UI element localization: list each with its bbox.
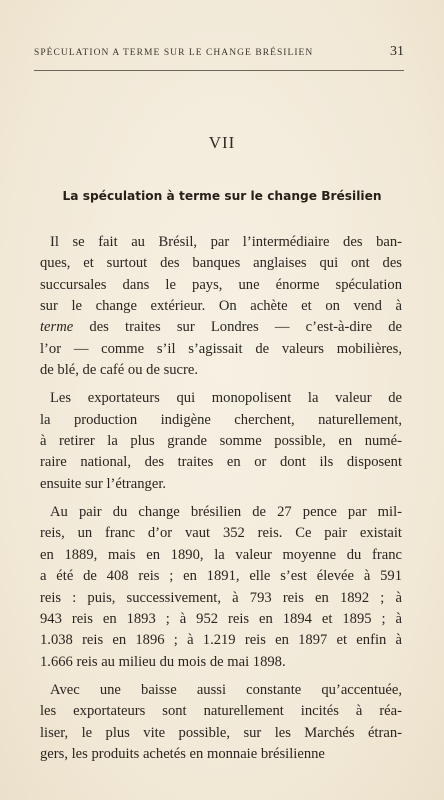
text-line: reis, un franc d’or vaut 352 reis. Ce pair existait — [40, 525, 402, 542]
paragraph — [40, 680, 402, 765]
page-number: 31 — [390, 44, 404, 59]
text-line: ques, et surtout des banques anglaises qui ont des — [40, 255, 402, 272]
text-line: raire national, des traites en or dont ils disposent — [40, 454, 402, 471]
text-line: la production indigène cherchent, naturellement, — [40, 411, 402, 428]
body-text — [40, 232, 402, 772]
text-line: les exportateurs sont naturellement incités à réa- — [40, 703, 402, 720]
running-title: SPÉCULATION A TERME SUR LE CHANGE BRÉSILIEN — [34, 48, 314, 58]
text-line: ensuite sur l’étranger. — [40, 475, 167, 492]
paragraph — [40, 232, 402, 381]
paragraph — [40, 388, 402, 495]
text-line: terme des traites sur Londres — c’est-à-dire de — [40, 319, 402, 336]
text-line: a été de 408 reis ; en 1891, elle s’est élevée à 591 — [40, 568, 402, 585]
text-line: en 1889, mais en 1890, la valeur moyenne du franc — [40, 546, 402, 563]
text-line: sur le change extérieur. On achète et on vend à — [40, 298, 402, 315]
section-title: La spéculation à terme sur le change Brésilien — [62, 189, 382, 203]
text-line: 943 reis en 1893 ; à 952 reis en 1894 et 1895 ; à — [40, 610, 402, 627]
text-line: de blé, de café ou de sucre. — [40, 362, 199, 379]
text-line: Avec une baisse aussi constante qu’accentuée, — [50, 681, 402, 698]
text-line: succursales dans le pays, une énorme spéculation — [40, 276, 402, 293]
text-line: l’or — comme s’il s’agissait de valeurs mobilières, — [40, 340, 402, 357]
italic-word: terme — [40, 319, 74, 336]
text-line: gers, les produits achetés en monnaie brésilienne — [40, 745, 325, 762]
text-line: liser, le plus vite possible, sur les Marchés étran- — [40, 724, 402, 741]
running-header — [34, 44, 404, 64]
paragraph — [40, 502, 402, 673]
text-line: reis : puis, successivement, à 793 reis en 1892 ; à — [40, 589, 402, 606]
text-line: 1.038 reis en 1896 ; à 1.219 reis en 1897 et enfin à — [40, 632, 402, 649]
text-line: Il se fait au Brésil, par l’intermédiaire des ban- — [50, 234, 402, 250]
header-rule — [34, 70, 404, 71]
text-line: 1.666 reis au milieu du mois de mai 1898. — [40, 653, 286, 670]
text-line: Les exportateurs qui monopolisent la valeur de — [50, 390, 402, 407]
text-line: Au pair du change brésilien de 27 pence par mil- — [50, 504, 402, 521]
chapter-numeral: VII — [208, 133, 236, 152]
text-line: à retirer la plus grande somme possible, en numé- — [40, 433, 402, 450]
